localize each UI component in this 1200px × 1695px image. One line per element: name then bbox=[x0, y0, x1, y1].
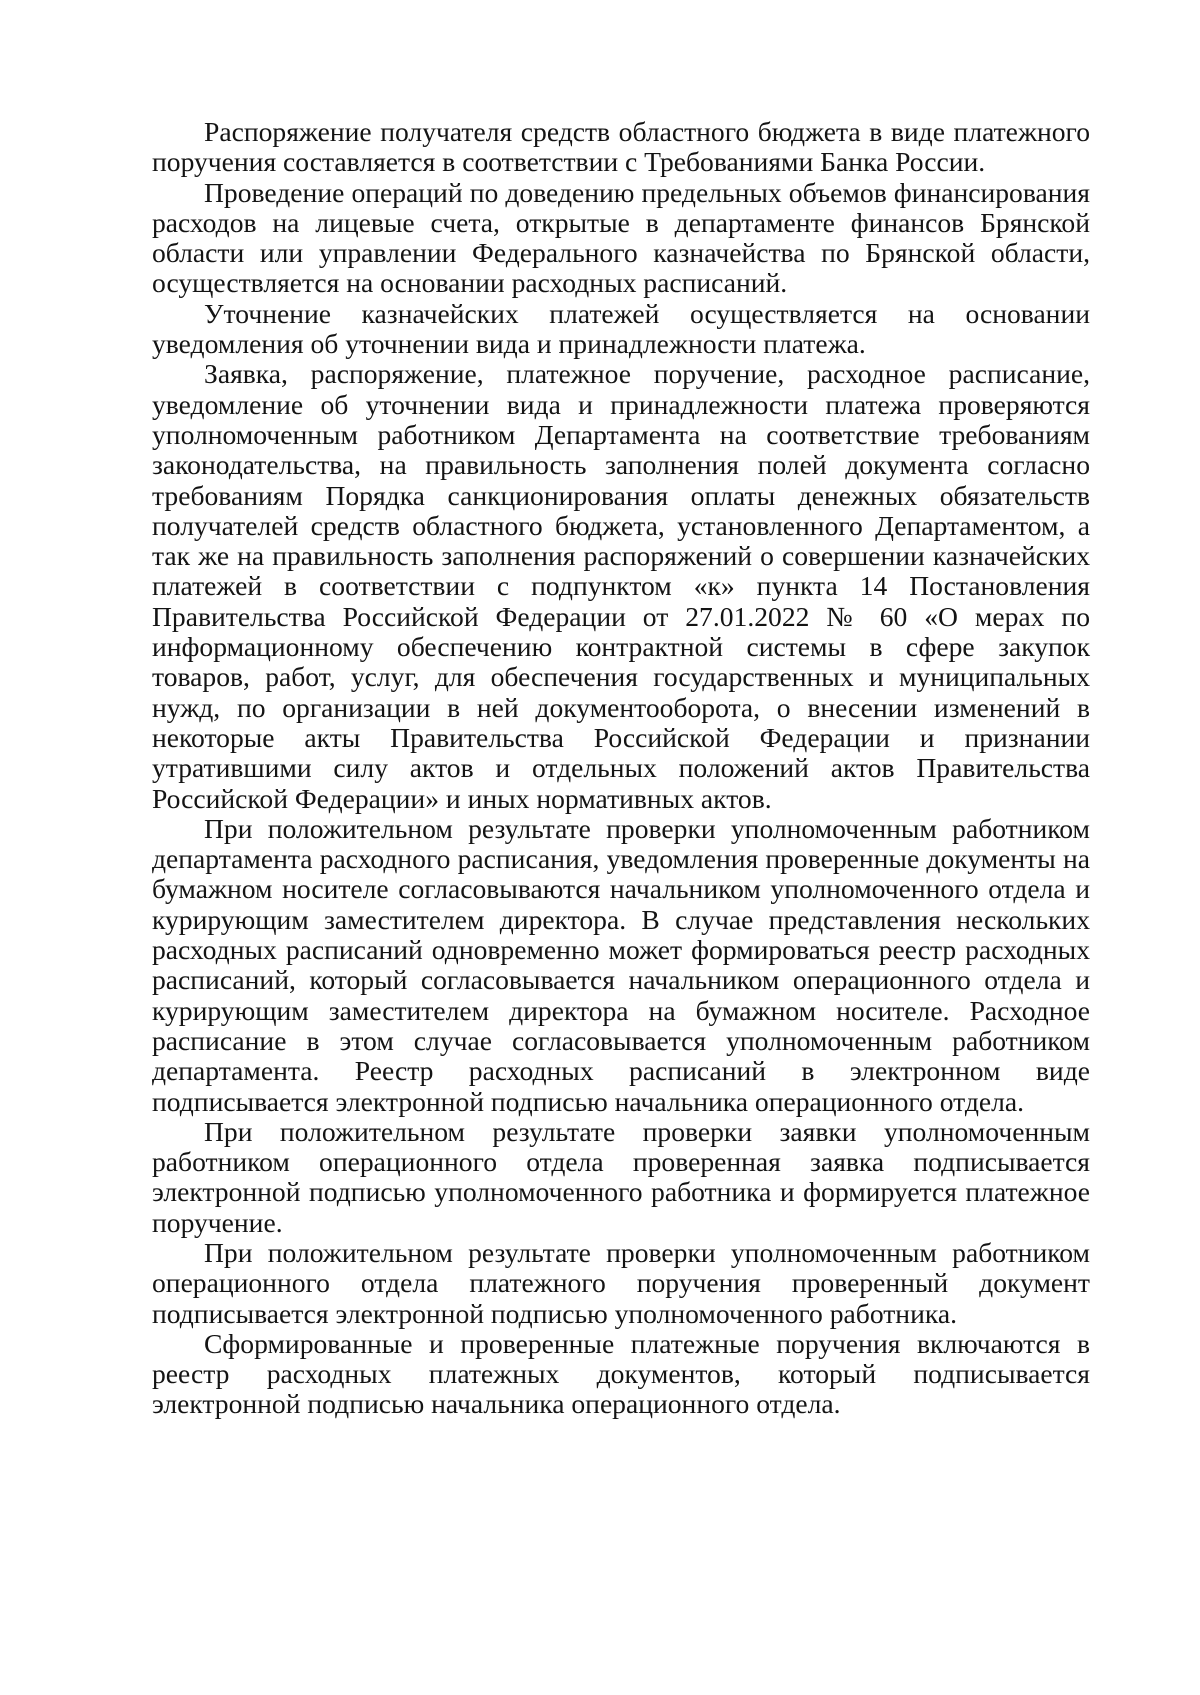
paragraph-schedule-approval: При положительном результате проверки уполномоченным работником департамента расходного расписания, уведомления проверенные документы на бумажном носителе согласовываются начальником уполномоченного отдела и курирующим заместителем директора. В случае представления нескольких расходных расписаний одновременно может формироваться реестр расходных расписаний, который согласовывается начальником операционного отдела и курирующим заместителем директора на бумажном носителе. Расходное расписание в этом случае согласовывается уполномоченным работником департамента. Реестр расходных расписаний в электронном виде подписывается электронной подписью начальника операционного отдела. bbox=[152, 812, 1090, 1117]
paragraph-registry-signing: Сформированные и проверенные платежные поручения включаются в реестр расходных платежных документов, который подписывается электронной подписью начальника операционного отдела. bbox=[152, 1327, 1090, 1420]
paragraph-payment-order-signing: При положительном результате проверки уполномоченным работником операционного отдела платежного поручения проверенный документ подписывается электронной подписью уполномоченного работника. bbox=[152, 1236, 1090, 1329]
paragraph-payment-clarification: Уточнение казначейских платежей осуществляется на основании уведомления об уточнении вида и принадлежности платежа. bbox=[152, 297, 1090, 360]
paragraph-payment-order: Распоряжение получателя средств областного бюджета в виде платежного поручения составляется в соответствии с Требованиями Банка России. bbox=[152, 116, 1090, 178]
paragraph-financing-limits: Проведение операций по доведению предельных объемов финансирования расходов на лицевые счета, открытые в департаменте финансов Брянской области или управлении Федерального казначейства по Брянской области, осуществляется на основании расходных расписаний. bbox=[152, 176, 1090, 299]
paragraph-document-verification: Заявка, распоряжение, платежное поручение, расходное расписание, уведомление об уточнении вида и принадлежности платежа проверяются уполномоченным работником Департамента на соответствие требованиям законодательства, на правильность заполнения полей документа согласно требованиям Порядка санкционирования оплаты денежных обязательств получателей средств областного бюджета, установленного Департаментом, а так же на правильность заполнения распоряжений о совершении казначейских платежей в соответствии с подпунктом «к» пункта 14 Постановления Правительства Российской Федерации от 27.01.2022 № 60 «О мерах по информационному обеспечению контрактной системы в сфере закупок товаров, работ, услуг, для обеспечения государственных и муниципальных нужд, по организации в ней документооборота, о внесении изменений в некоторые акты Правительства Российской Федерации и признании утратившими силу актов и отдельных положений актов Правительства Российской Федерации» и иных нормативных актов. bbox=[152, 358, 1090, 814]
paragraph-request-signing: При положительном результате проверки заявки уполномоченным работником операционного отдела проверенная заявка подписывается электронной подписью уполномоченного работника и формируется платежное поручение. bbox=[152, 1115, 1090, 1238]
document-body bbox=[152, 117, 1090, 1420]
